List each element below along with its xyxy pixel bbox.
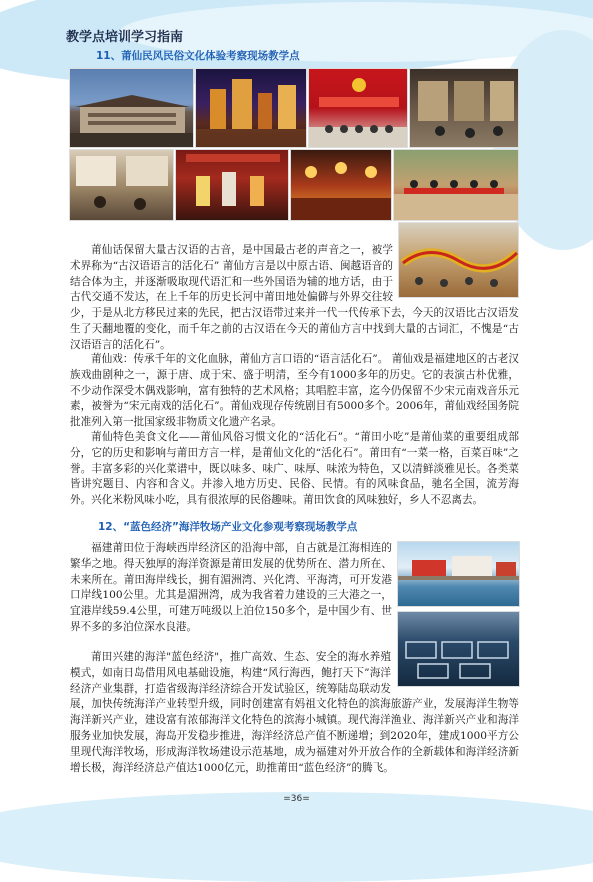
page-number: =36= — [283, 794, 310, 804]
opera-stage-photo — [175, 149, 289, 221]
exhibition-illustration — [410, 69, 519, 148]
exhibition-hall-photo — [409, 68, 519, 148]
street-procession-photo — [393, 149, 519, 221]
performance-illustration — [291, 150, 392, 221]
section-title-12: 12、“蓝色经济”海洋牧场产业文化参观考察现场教学点 — [98, 521, 358, 533]
evening-performance-photo — [290, 149, 392, 221]
section-title-11: 11、莆仙民风民俗文化体验考察现场教学点 — [96, 50, 300, 62]
paragraph-puxian-food: 莆仙特色美食文化——莆仙风俗习惯文化的“活化石”。“莆田小吃”是莆仙菜的重要组成部分，它的历史和影响与莆田方言一样，是莆仙文化的“活化石”。莆田有“一菜一格，百菜百味”之誉。丰富多彩的兴化菜谱中，既以味多、味广、味厚、味浓为特色，又以清鲜淡雅见长。各类菜皆讲究题目、内容和含义。并渗入地方历史、民俗、民情。有的风味食品，驰名全国，流芳海外。兴化米粉风味小吃，具有很浓厚的民俗趣味。莆田饮食的风味独好，乡人不忍离去。 — [70, 431, 519, 507]
paragraph-puxian-opera: 莆仙戏：传承千年的文化血脉，莆仙方言口语的“语言活化石”。 莆仙戏是福建地区的古老汉族戏曲剧种之一，源于唐、成于宋、盛于明清，至今有1000多年的历史。它的表演古朴优雅，不少动作深受木偶戏影响，富有独特的艺术风格；其唱腔丰富，迄今仍保留不少宋元南戏音乐元素，被誉为“宋元南戏的活化石”。莆仙戏现存传统剧目有5000多个。2006年，莆仙戏经国务院批准列入第一批国家级非物质文化遗产名录。 — [70, 353, 519, 429]
waterfront-resort-photo — [397, 541, 520, 607]
opera-illustration — [176, 150, 289, 221]
hall-illustration — [70, 150, 174, 221]
opening-ceremony-photo — [308, 68, 408, 148]
paragraph-putian-location: 福建莆田位于海峡西岸经济区的沿海中部，自古就是江海相连的繁华之地。得天独厚的海洋资源是莆田发展的优势所在、潜力所在、未来所在。莆田海岸线长，拥有湄洲湾、兴化湾、平海湾，可开发港口岸线100公里。尤其是湄洲湾，成为我省着力建设的三大港之一，宜港岸线59.4公里，可建万吨级以上泊位150多个，是中国少有、世界不多的多泊位深水良港。 — [70, 542, 392, 633]
photo-wrap-spacer — [391, 650, 519, 690]
paragraph-puxian-dialect: 莆仙话保留大量古汉语的古音，是中国最古老的声音之一，被学术界称为“古汉语语言的活化石” 莆仙方言是以中原古语、闽越语音的结合体为主，并逐渐吸取现代语汇和一些外国语为辅的地方话，由于古代交通不发达，在上千年的历史长河中莆田地处偏僻与外界交往较少，于是从北方移民过来的先民，把古汉语带过来并一代一代传承下去，今天的汉语比古汉语发生了天翻地覆的变化，而千年之前的古汉语在今天的莆仙方言中找到大量的古词汇，不愧是“古汉语语言的活化石”。 — [70, 244, 519, 351]
museum-building-photo — [69, 68, 194, 148]
running-header-title: 教学点培训学习指南 — [66, 30, 184, 45]
night-city-photo — [195, 68, 307, 148]
procession-illustration — [394, 150, 519, 221]
ceremony-illustration — [309, 69, 408, 148]
footer-background-wave — [0, 792, 593, 882]
museum-building-illustration — [70, 69, 194, 148]
hall-interior-photo — [69, 149, 174, 221]
resort-illustration — [398, 542, 520, 607]
photo-wrap-spacer — [393, 243, 519, 301]
night-city-illustration — [196, 69, 307, 148]
paragraph-blue-economy: 莆田兴建的海洋"蓝色经济"，推广高效、生态、安全的海水养殖模式，如南日岛借用风电基础设施，构建“风行海西，鲍打天下”海洋经济产业集群，打造省级海洋经济综合开发试验区，统筹陆岛联动发展，加快传统海洋产业转型升级，同时创建富有妈祖文化特色的滨海旅游产业，发展海洋生物等海洋新兴产业，建设富有浓郁海洋文化特色的滨海小城镇。现代海洋渔业、海洋新兴产业和海洋服务业加快发展，海岛开发稳步推进，海洋经济总产值不断递增；到2020年，建成1000平方公里现代海洋牧场，形成海洋牧场建设示范基地，成为福建对外开放合作的全新载体和海洋经济新增长极，海洋经济总产值达1000亿元，助推莆田“蓝色经济”的腾飞。 — [70, 651, 519, 774]
